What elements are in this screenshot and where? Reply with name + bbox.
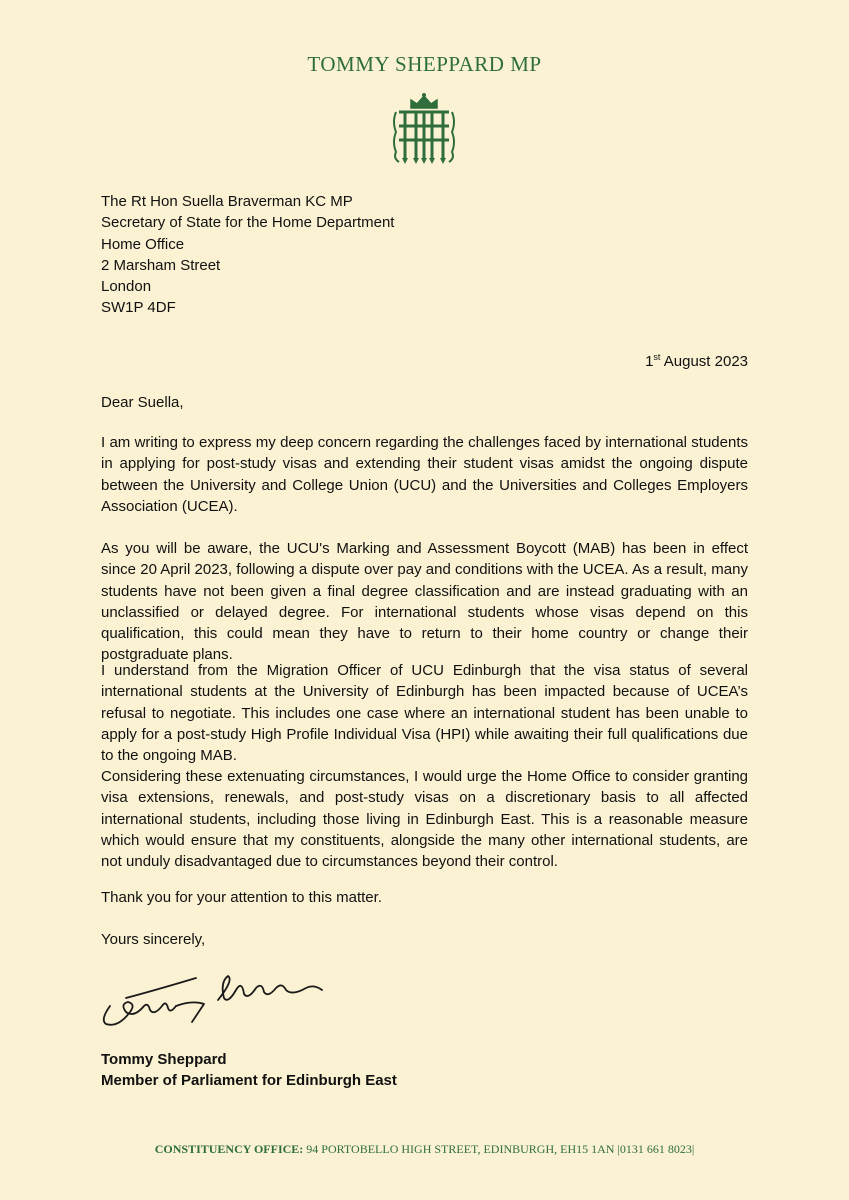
signer-title: Member of Parliament for Edinburgh East — [101, 1072, 397, 1090]
salutation: Dear Suella, — [101, 394, 184, 411]
letterhead-name: TOMMY SHEPPARD MP — [307, 52, 542, 76]
valediction: Yours sincerely, — [101, 931, 206, 948]
paragraph-1: I am writing to express my deep concern regarding the challenges faced by international students in applying for post-study visas and extending their student visas amidst the ongoing dispute between the University and College Union (UCU) and the Universities and Colleges Employers Association (UCEA). — [101, 434, 748, 515]
constituency-footer — [0, 1142, 849, 1157]
signature — [96, 960, 332, 1034]
address-line: The Rt Hon Suella Braverman KC MP — [101, 193, 353, 210]
signer-name: Tommy Sheppard — [101, 1051, 227, 1068]
portcullis-icon — [391, 92, 457, 166]
address-line: SW1P 4DF — [101, 299, 176, 317]
letter-date — [645, 352, 748, 370]
recipient-address — [101, 191, 394, 319]
address-line: 2 Marsham Street — [101, 256, 221, 274]
paragraph-3: I understand from the Migration Officer of UCU Edinburgh that the visa status of several international students at the University of Edinburgh has been impacted because of UCEA’s refusal to negotiate. This includes one case where an international student has been unable to apply for a post-study High Profile Individual Visa (HPI) while awaiting their full qualifications due to the ongoing MAB. — [101, 662, 748, 765]
paragraph-2: As you will be aware, the UCU's Marking and Assessment Boycott (MAB) has been in effect since 20 April 2023, following a dispute over pay and conditions with the UCEA. As a result, many students have not been given a final degree classification and are instead graduating with an unclassified or delayed degree. For international students whose visas depend on this qualification, this could mean they have to return to their home country or change their postgraduate plans. — [101, 540, 748, 664]
date-suffix: st — [653, 352, 661, 362]
thanks-line: Thank you for your attention to this matter. — [101, 889, 382, 906]
address-line: Home Office — [101, 235, 185, 253]
address-line: London — [101, 278, 152, 296]
date-month-year: August 2023 — [660, 353, 748, 370]
footer-address: 94 PORTOBELLO HIGH STREET, EDINBURGH, EH15 1AN |0131 661 8023| — [303, 1142, 695, 1156]
date-day: 1 — [645, 353, 654, 370]
address-line: Secretary of State for the Home Department — [101, 214, 395, 232]
footer-label: CONSTITUENCY OFFICE: — [154, 1142, 304, 1156]
paragraph-4: Considering these extenuating circumstances, I would urge the Home Office to consider granting visa extensions, renewals, and post-study visas on a discretionary basis to all affected international students, including those living in Edinburgh East. This is a reasonable measure which would ensure that my constituents, alongside the many other international students, are not unduly disadvantaged due to circumstances beyond their control. — [101, 768, 748, 871]
signer-block — [101, 1049, 397, 1092]
